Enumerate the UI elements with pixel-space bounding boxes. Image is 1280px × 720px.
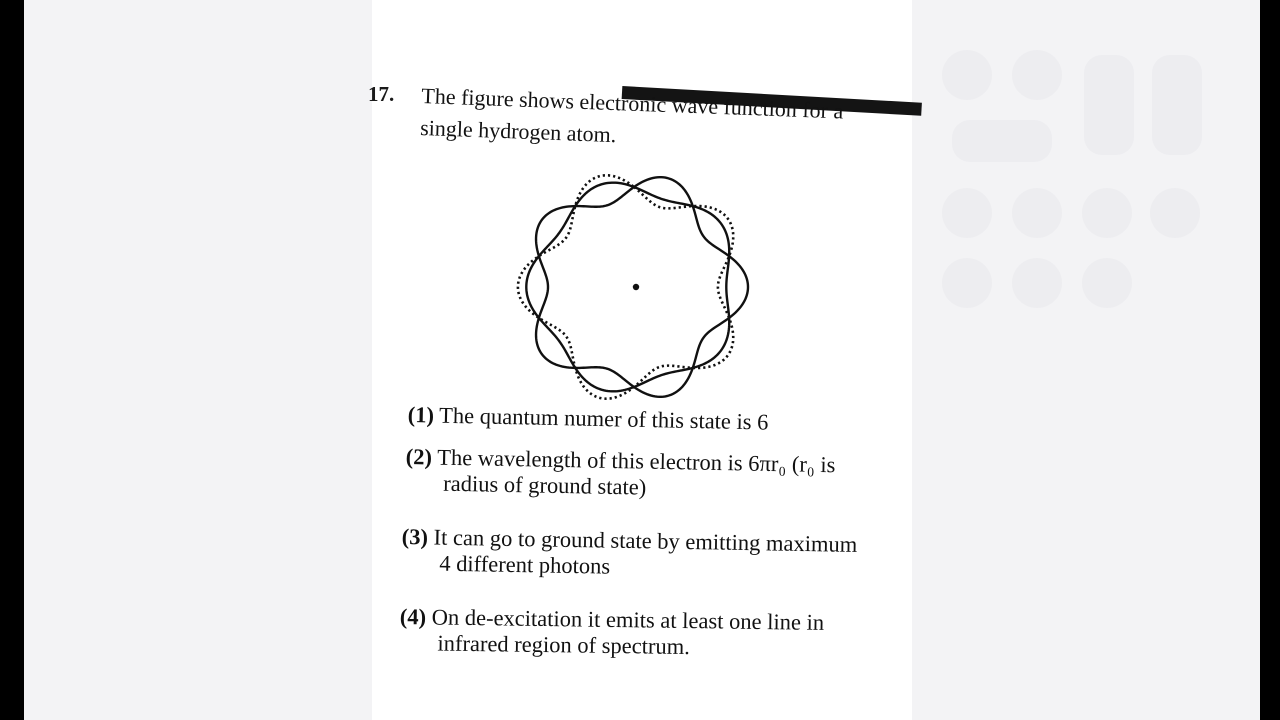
- wave-function-diagram: [512, 160, 752, 410]
- blurred-icon: [942, 258, 992, 308]
- blurred-icon: [1012, 188, 1062, 238]
- blurred-slider: [1084, 55, 1134, 155]
- background-panel-right: [912, 0, 1260, 720]
- option-text: On de-excitation it emits at least one line in: [431, 604, 825, 635]
- blurred-icon: [1150, 188, 1200, 238]
- intro-line-1: The figure shows electronic wave function for a: [420, 82, 844, 124]
- blurred-icon: [942, 188, 992, 238]
- question-intro: [420, 80, 912, 162]
- option-text: The quantum numer of this state is 6: [438, 402, 769, 435]
- option-text-continued: radius of ground state): [443, 470, 647, 500]
- blurred-slider: [1152, 55, 1202, 155]
- standing-wave-solid-2: [526, 183, 729, 392]
- blurred-icon: [1012, 258, 1062, 308]
- option-text: It can go to ground state by emitting maximum: [433, 524, 858, 557]
- blurred-tile: [952, 120, 1052, 162]
- option-text-continued: infrared region of spectrum.: [437, 630, 691, 660]
- option-number: (2): [405, 444, 433, 470]
- blurred-icon: [1082, 188, 1132, 238]
- nucleus-dot: [633, 284, 639, 290]
- option-number: (3): [401, 524, 429, 550]
- blurred-icon: [1012, 50, 1062, 100]
- option-text-continued: 4 different photons: [439, 550, 611, 579]
- blurred-icon: [1082, 258, 1132, 308]
- question-number: 17.: [368, 82, 395, 106]
- option-number: (4): [399, 604, 427, 630]
- textbook-page: [368, 0, 912, 720]
- option-text: The wavelength of this electron is 6πr₀ (r₀ is: [436, 444, 836, 478]
- option-number: (1): [407, 402, 435, 428]
- intro-line-2: single hydrogen atom.: [419, 114, 617, 148]
- background-panel-left: [24, 0, 372, 720]
- option-2[interactable]: [405, 444, 836, 504]
- blurred-icon: [942, 50, 992, 100]
- option-4[interactable]: [399, 604, 824, 662]
- option-3[interactable]: [401, 524, 857, 584]
